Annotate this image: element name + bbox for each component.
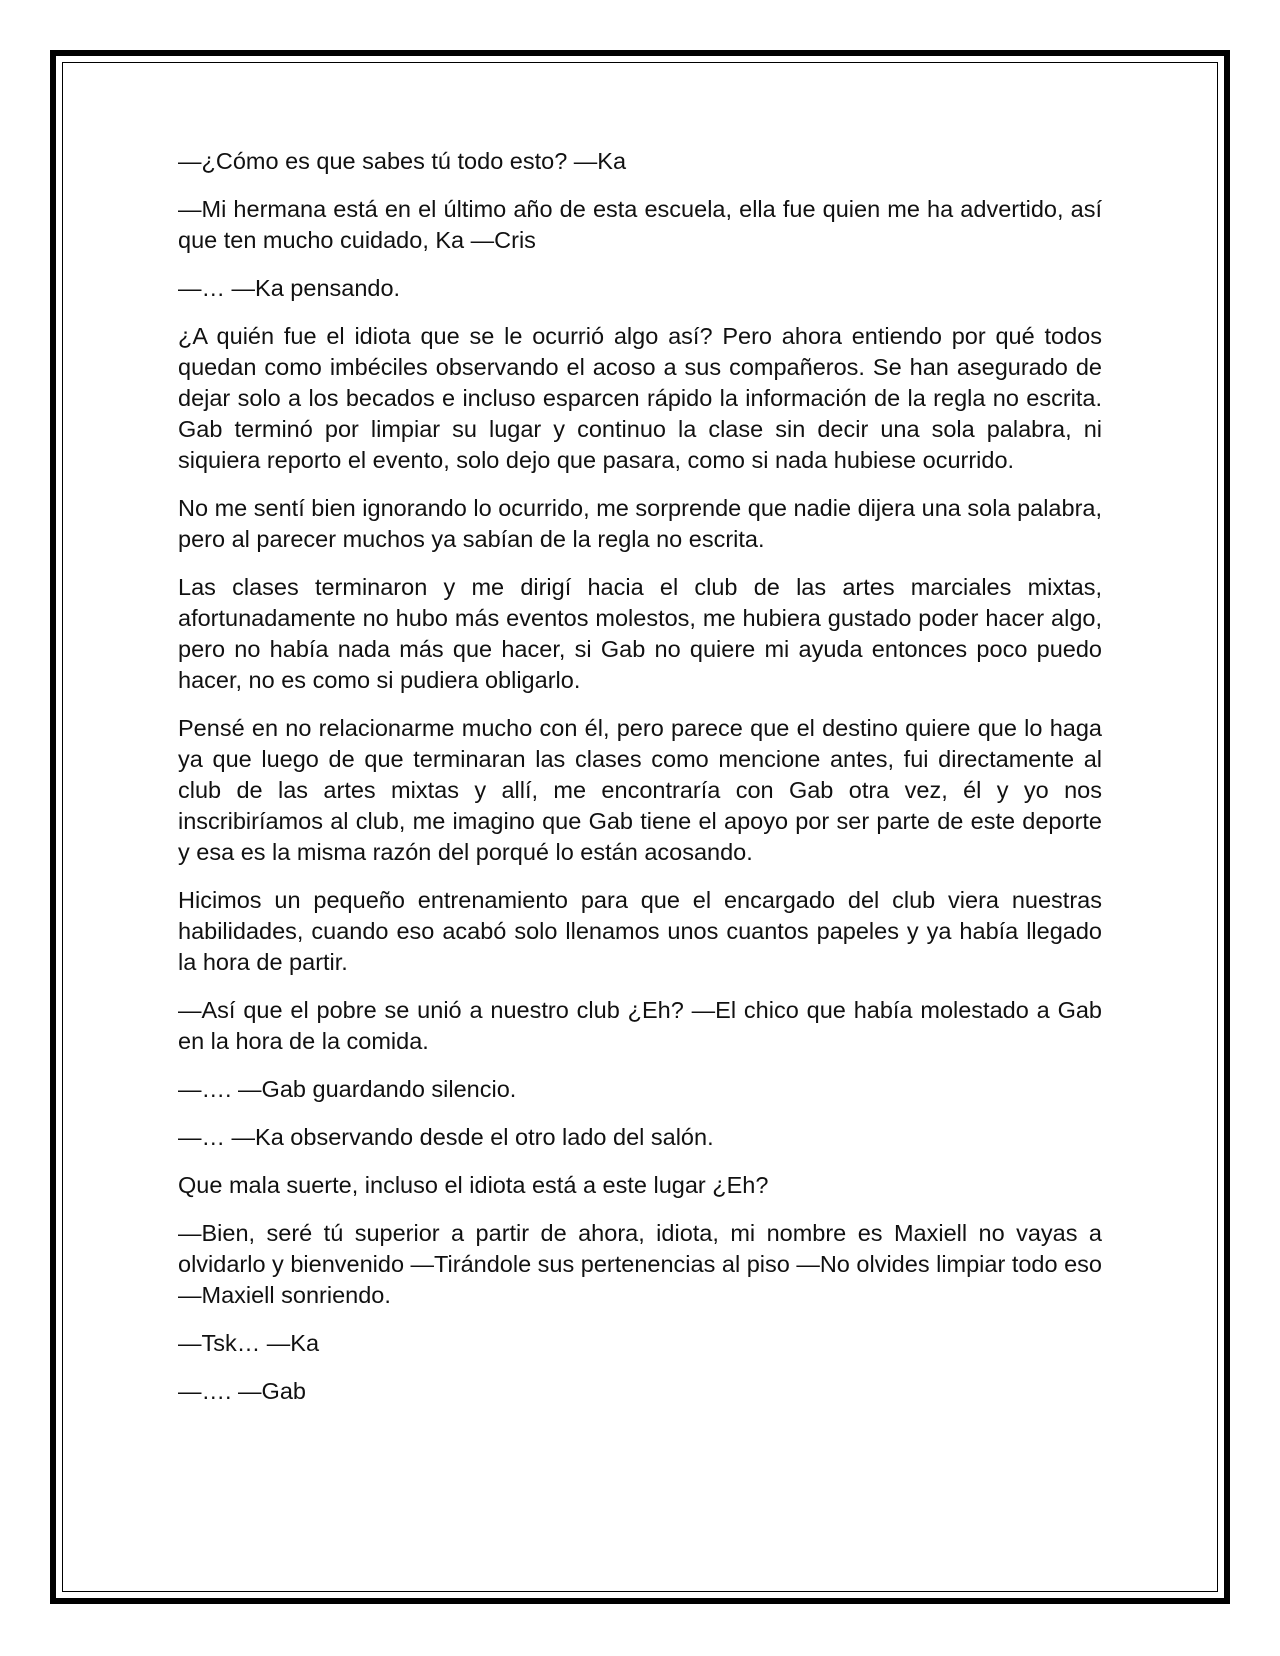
paragraph: Que mala suerte, incluso el idiota está a este lugar ¿Eh? [178,1172,769,1198]
paragraph: —…. —Gab guardando silencio. [178,1076,517,1102]
paragraph: ¿A quién fue el idiota que se le ocurrió algo así? Pero ahora entiendo por qué todos quedan como imbéciles observando el acoso a sus compañeros. Se han asegurado de dejar solo a los becados e incluso esparcen rápido la información de la regla no escrita. Gab terminó por limpiar su lugar y continuo la clase sin decir una sola palabra, ni siquiera reporto el evento, solo dejo que pasara, como si nada hubiese ocurrido. [178,323,1102,473]
paragraph: —Tsk… —Ka [178,1330,320,1356]
paragraph: Las clases terminaron y me dirigí hacia el club de las artes marciales mixtas, afortunadamente no hubo más eventos molestos, me hubiera gustado poder hacer algo, pero no había nada más que hacer, si Gab no quiere mi ayuda entonces poco puedo hacer, no es como si pudiera obligarlo. [178,574,1102,693]
paragraph: Hicimos un pequeño entrenamiento para que el encargado del club viera nuestras habilidades, cuando eso acabó solo llenamos unos cuantos papeles y ya había llegado la hora de partir. [178,887,1102,975]
paragraph: —… —Ka pensando. [178,275,401,301]
paragraph: —… —Ka observando desde el otro lado del salón. [178,1124,714,1150]
paragraph: No me sentí bien ignorando lo ocurrido, me sorprende que nadie dijera una sola palabra, pero al parecer muchos ya sabían de la regla no escrita. [178,495,1102,552]
document-body [178,146,1102,1424]
paragraph: —Así que el pobre se unió a nuestro club ¿Eh? —El chico que había molestado a Gab en la hora de la comida. [178,997,1102,1054]
paragraph: Pensé en no relacionarme mucho con él, pero parece que el destino quiere que lo haga ya que luego de que terminaran las clases como mencione antes, fui directamente al club de las artes mixtas y allí, me encontraría con Gab otra vez, él y yo nos inscribiríamos al club, me imagino que Gab tiene el apoyo por ser parte de este deporte y esa es la misma razón del porqué lo están acosando. [178,715,1102,865]
paragraph: —Bien, seré tú superior a partir de ahora, idiota, mi nombre es Maxiell no vayas a olvidarlo y bienvenido —Tirándole sus pertenencias al piso —No olvides limpiar todo eso —Maxiell sonriendo. [178,1220,1102,1308]
paragraph: —…. —Gab [178,1378,306,1404]
paragraph: —Mi hermana está en el último año de esta escuela, ella fue quien me ha advertido, así que ten mucho cuidado, Ka —Cris [178,196,1102,253]
paragraph: —¿Cómo es que sabes tú todo esto? —Ka [178,148,627,174]
